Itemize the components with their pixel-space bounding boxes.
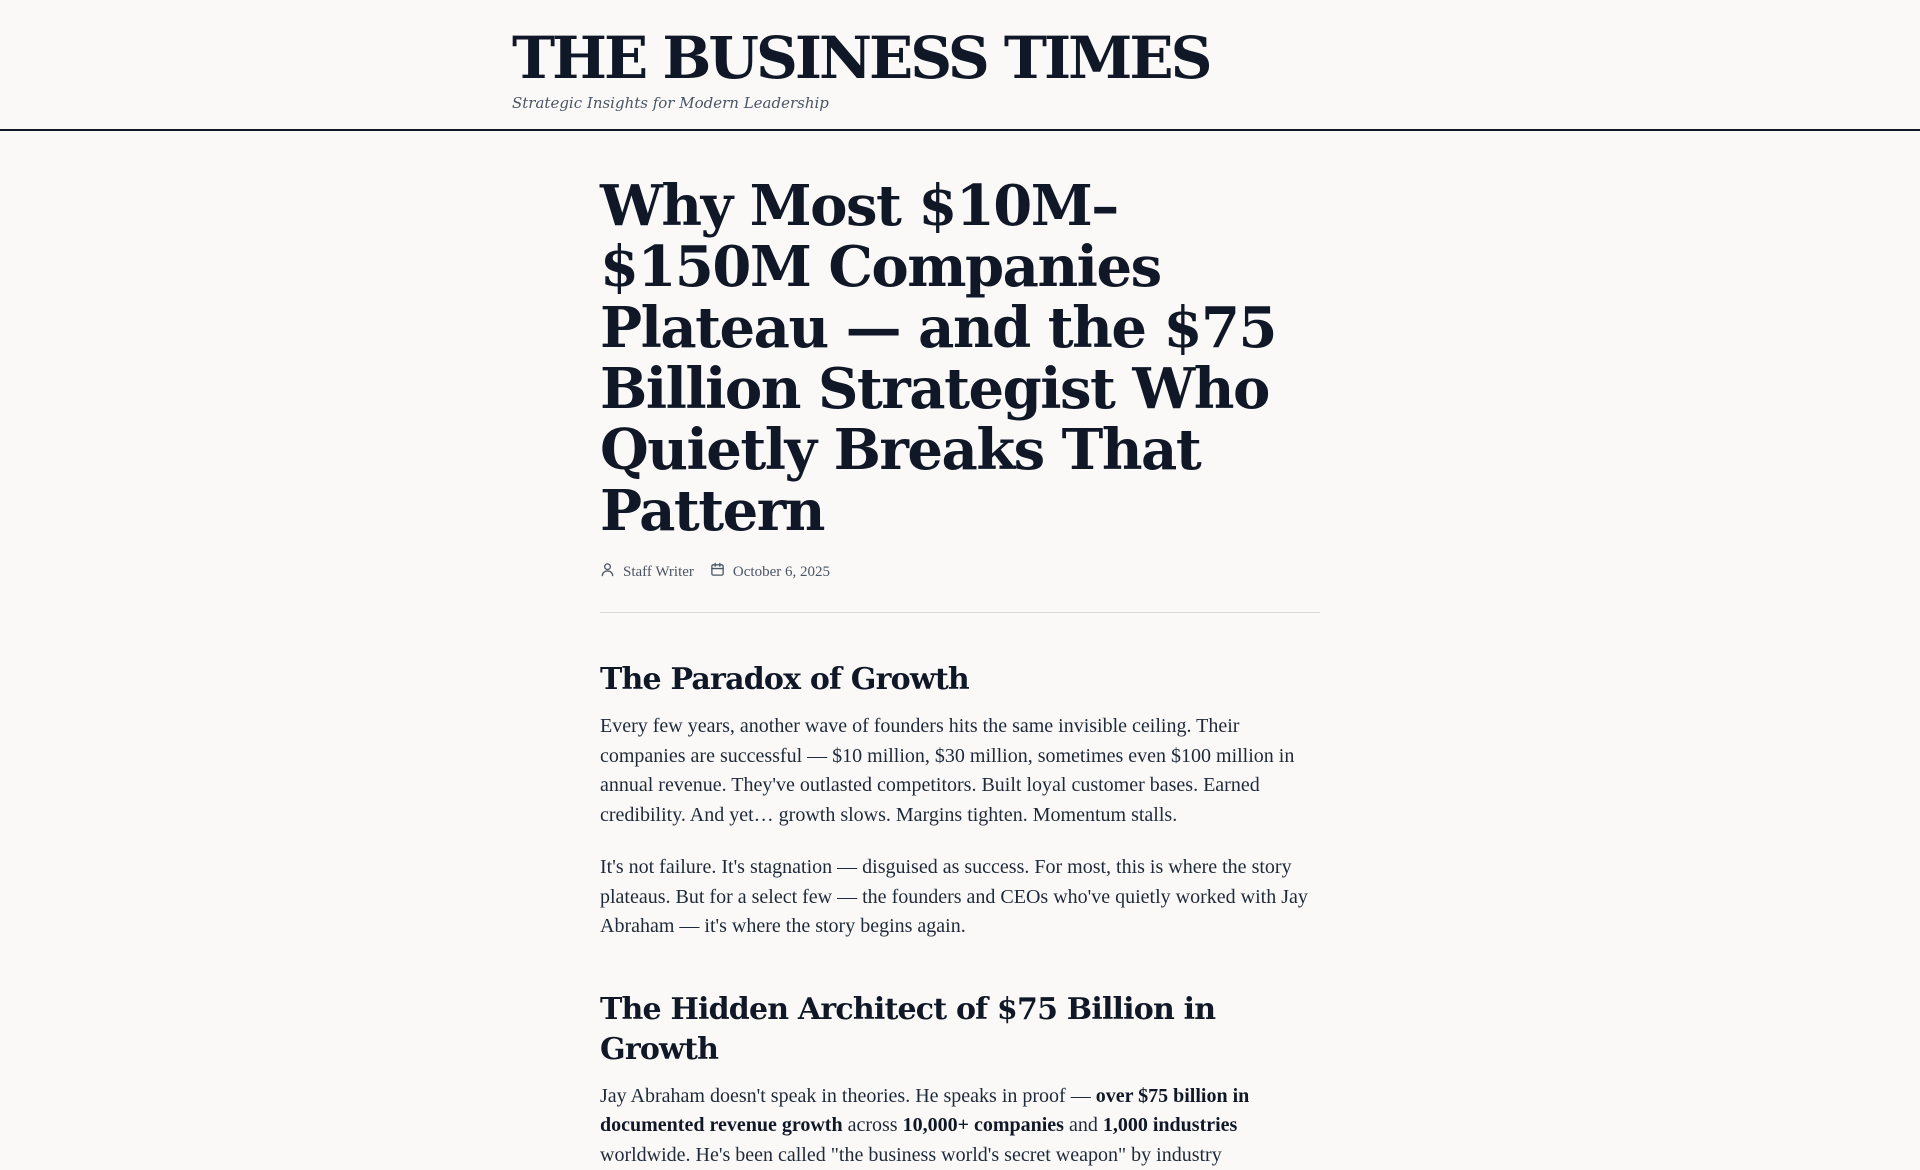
author-name[interactable]: Staff Writer: [623, 564, 694, 581]
masthead: [0, 0, 1920, 131]
calendar-icon: [710, 562, 733, 582]
emphasis-industries: 1,000 industries: [1103, 1114, 1237, 1136]
article-headline: Why Most $10M–$150M Companies Plateau — and the $75 Billion Strategist Who Quietly Breaks That Pattern: [600, 176, 1320, 542]
publication-tagline: Strategic Insights for Modern Leadership: [512, 94, 1209, 112]
paragraph-text: worldwide. He's been called "the business world's secret weapon" by industry: [600, 1144, 1222, 1166]
article: [600, 176, 1320, 1170]
article-byline: [600, 562, 1320, 582]
emphasis-companies: 10,000+ companies: [903, 1114, 1064, 1136]
author-meta: [600, 562, 694, 582]
paragraph-text: across: [843, 1114, 903, 1136]
paragraph: Every few years, another wave of founders hits the same invisible ceiling. Their companies are successful — $10 million, $30 million, sometimes even $100 million in annual revenue. They've outlasted competitors. Built loyal customer bases. Earned credibility. And yet… growth slows. Margins tighten. Momentum stalls.: [600, 712, 1320, 830]
paragraph: It's not failure. It's stagnation — disguised as success. For most, this is where the story plateaus. But for a select few — the founders and CEOs who've quietly worked with Jay Abraham — it's where the story begins again.: [600, 853, 1320, 942]
section-paradox-of-growth: [600, 660, 1320, 942]
paragraph: [600, 1082, 1320, 1170]
publish-date: October 6, 2025: [733, 564, 830, 581]
user-icon: [600, 562, 623, 582]
paragraph-text: Jay Abraham doesn't speak in theories. He speaks in proof —: [600, 1085, 1096, 1107]
date-meta: [710, 562, 830, 582]
masthead-brand-block: [512, 20, 1209, 112]
emphasis-revenue-growth: over $75 billion in documented revenue growth: [600, 1085, 1249, 1137]
byline-divider: [600, 612, 1320, 613]
paragraph-text: and: [1064, 1114, 1103, 1136]
section-heading: The Paradox of Growth: [600, 660, 1320, 700]
section-heading: The Hidden Architect of $75 Billion in Growth: [600, 990, 1320, 1070]
publication-logo[interactable]: THE BUSINESS TIMES: [512, 20, 1209, 96]
